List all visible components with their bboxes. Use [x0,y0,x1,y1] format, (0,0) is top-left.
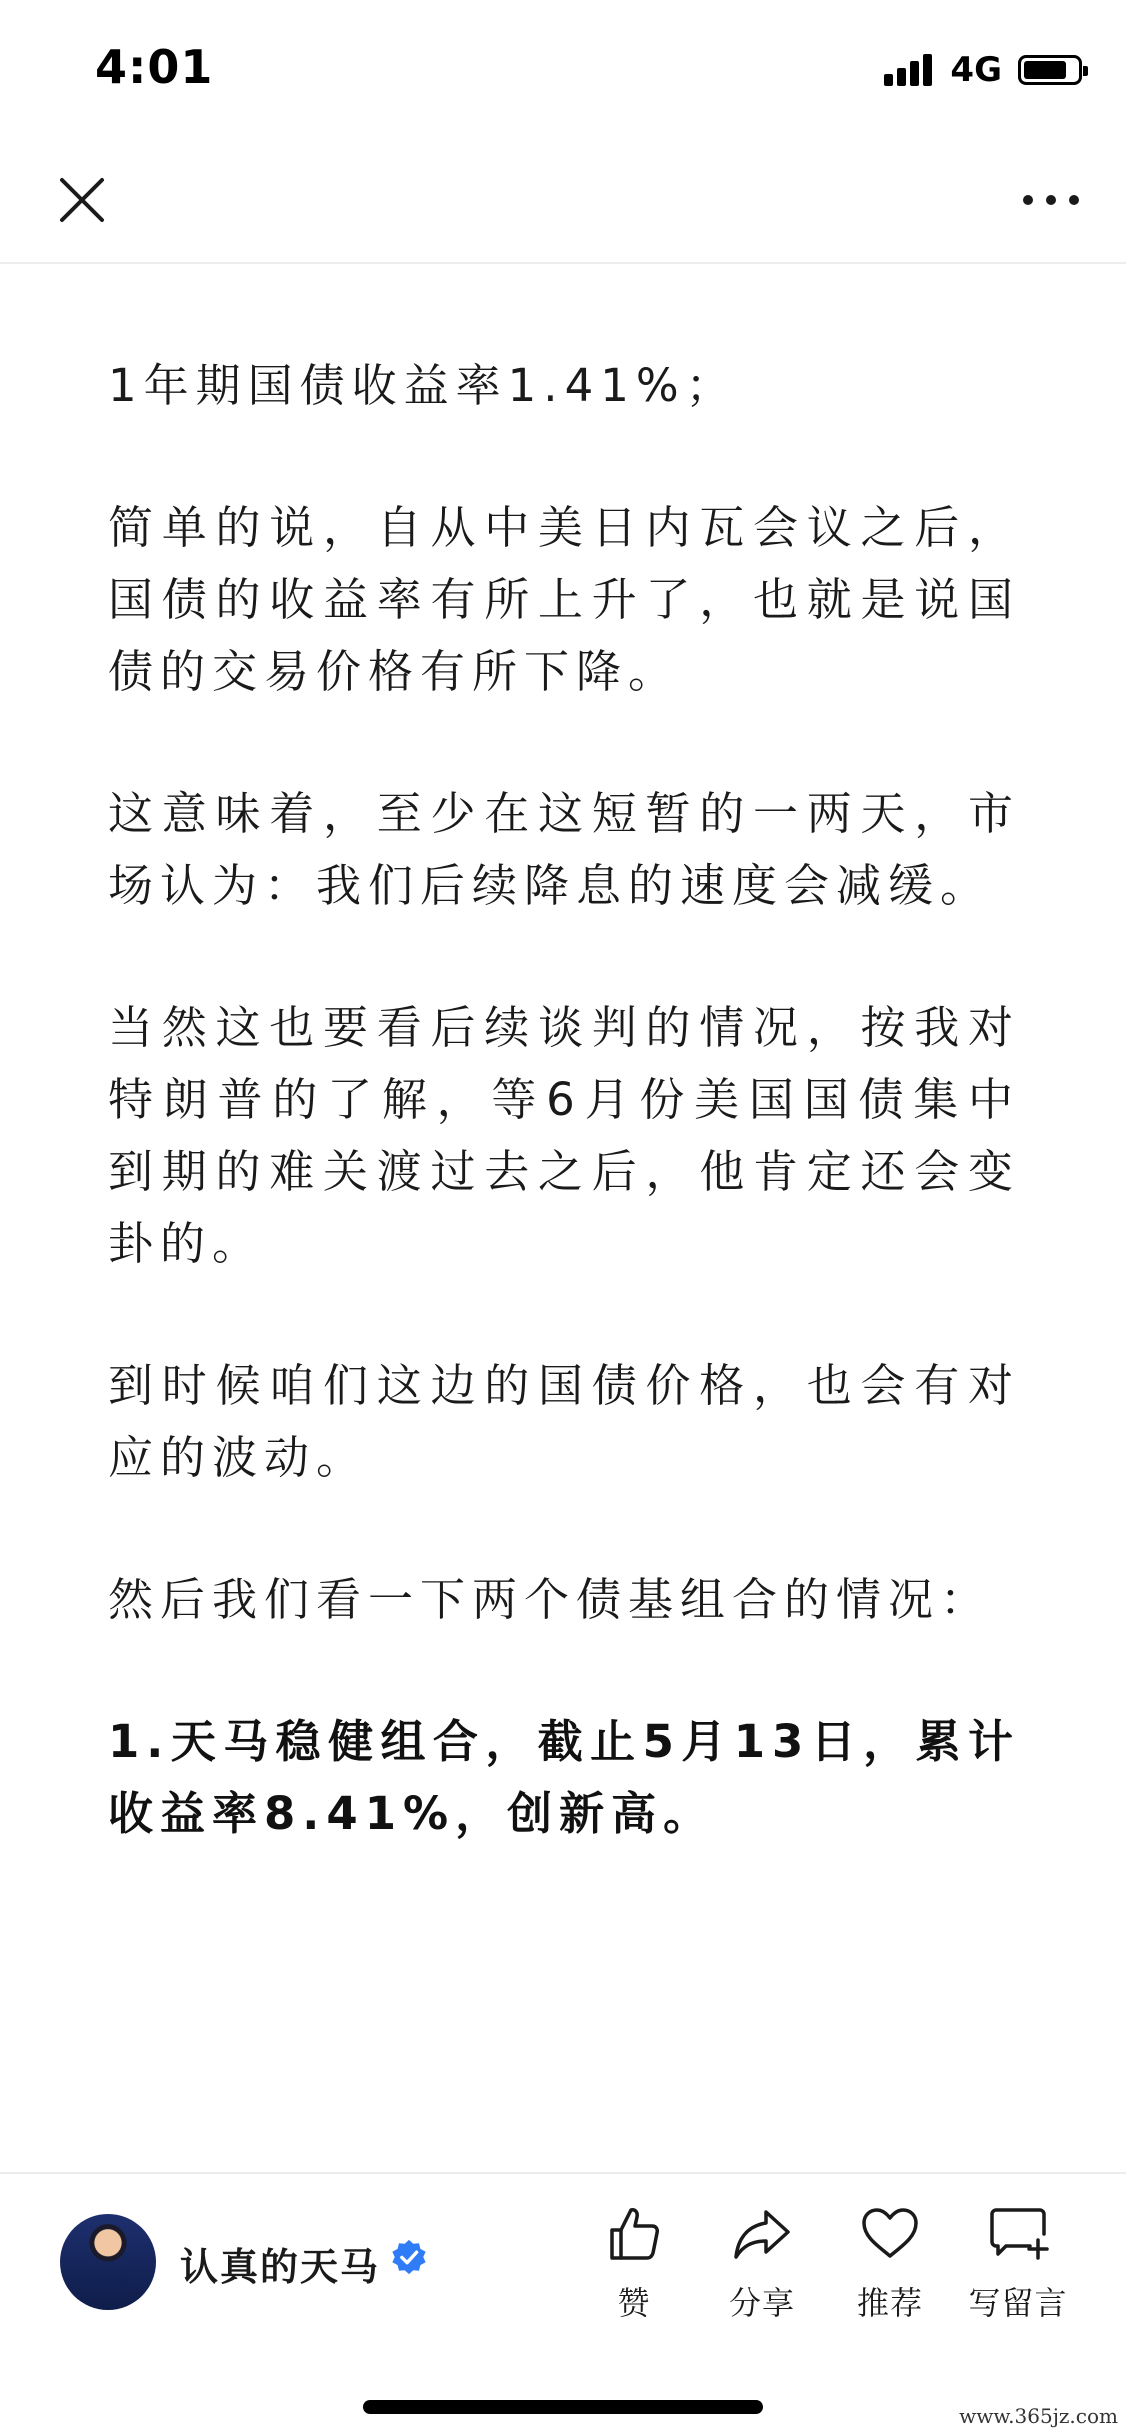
article-paragraph: 简单的说，自从中美日内瓦会议之后，国债的收益率有所上升了，也就是说国债的交易价格有所下降。 [108,501,1020,698]
watermark: www.365jz.com [959,2404,1118,2428]
article-paragraph: 到时候咱们这边的国债价格，也会有对应的波动。 [108,1359,1020,1484]
close-icon [52,170,112,230]
battery-icon [1018,55,1082,85]
article-paragraph: 当然这也要看后续谈判的情况，按我对特朗普的了解，等6月份美国国债集中到期的难关渡过去之后，他肯定还会变卦的。 [108,1001,1020,1270]
battery-tip [1083,66,1088,76]
status-indicators [884,50,1082,90]
status-time: 4:01 [95,40,214,94]
signal-icon [884,54,936,86]
close-button[interactable] [52,170,112,230]
bottom-toolbar [0,2172,1126,2436]
author-name[interactable]: 认真的天马 [180,2245,381,2289]
recommend-button[interactable] [826,2202,954,2324]
thumbs-up-icon [602,2202,666,2266]
heart-icon [858,2202,922,2266]
status-bar [0,0,1126,140]
article-paragraph: 1年期国债收益率1.41%； [108,359,738,412]
article-paragraph: 这意味着，至少在这短暂的一两天，市场认为：我们后续降息的速度会减缓。 [108,787,1020,912]
nav-bar [0,140,1126,264]
more-horizontal-icon [1016,170,1086,230]
like-label: 赞 [617,2284,651,2322]
share-button[interactable] [698,2202,826,2324]
action-group [570,2202,1082,2324]
home-indicator[interactable] [363,2400,763,2414]
author-avatar[interactable] [60,2214,156,2310]
article-paragraph-bold: 1.天马稳健组合，截止5月13日，累计收益率8.41%，创新高。 [108,1715,1020,1840]
comment-button[interactable] [954,2202,1082,2324]
battery-fill [1024,61,1066,79]
article-paragraph: 然后我们看一下两个债基组合的情况： [108,1573,993,1626]
recommend-label: 推荐 [856,2284,923,2322]
verified-badge-icon [390,2238,428,2276]
comment-icon [986,2202,1050,2266]
like-button[interactable] [570,2202,698,2324]
article-body [108,350,1020,1920]
more-button[interactable] [1016,170,1086,230]
comment-label: 写留言 [968,2284,1068,2322]
network-label: 4G [950,50,1002,90]
share-icon [730,2202,794,2266]
share-label: 分享 [728,2284,795,2322]
